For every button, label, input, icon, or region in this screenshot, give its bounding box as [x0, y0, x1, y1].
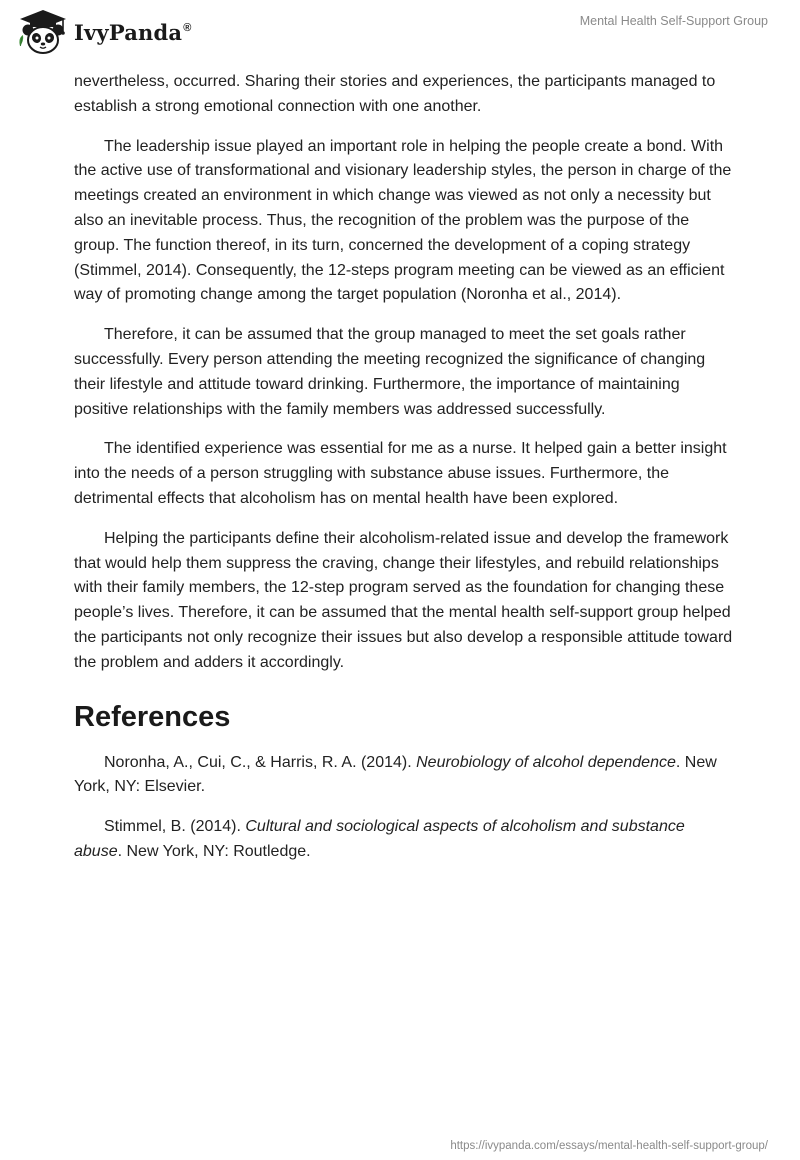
- body-paragraph: nevertheless, occurred. Sharing their stories and experiences, the participants managed to establish a strong emotional connection with one another.: [74, 73, 716, 115]
- reference-publisher: . New York, NY: Routledge.: [117, 842, 311, 860]
- source-url-link[interactable]: https://ivypanda.com/essays/mental-health-self-support-group/: [450, 1140, 768, 1152]
- page-header: [0, 0, 800, 72]
- body-paragraph: The leadership issue played an important role in helping the people create a bond. With the active use of transformational and visionary leadership styles, the person in charge of the meetings created an environment in which change was viewed as not only a necessity but also an inevitable process. Thus, the recognition of the problem was the purpose of the group. The function thereof, in its turn, concerned the development of a coping strategy (Stimmel, 2014). Consequently, the 12-steps program meeting can be viewed as an efficient way of promoting change among the target population (Noronha et al., 2014).: [74, 137, 732, 304]
- panda-graduate-icon: [16, 8, 70, 56]
- references-heading: References: [74, 700, 231, 733]
- reference-entry: [74, 751, 734, 801]
- reference-entry: [74, 815, 734, 865]
- essay-content: [74, 70, 734, 880]
- body-paragraph: Therefore, it can be assumed that the group managed to meet the set goals rather successfully. Every person attending the meeting recognized the significance of changing their lifestyle and attitude toward drinking. Furthermore, the importance of maintaining positive relationships with the family members was addressed successfully.: [74, 326, 706, 418]
- reference-title: Cultural and sociological aspects of alcoholism and substance abuse: [74, 818, 685, 860]
- body-paragraph: The identified experience was essential for me as a nurse. It helped gain a better insight into the needs of a person struggling with substance abuse issues. Furthermore, the detrimental effects that alcoholism has on mental health have been explored.: [74, 440, 727, 507]
- reference-authors: Stimmel, B. (2014).: [104, 818, 246, 836]
- body-paragraph: Helping the participants define their alcoholism-related issue and develop the framework that would help them suppress the craving, change their lifestyles, and rebuild relationships with their family members, the 12-step program served as the foundation for changing these people’s lives. Therefore, it can be assumed that the mental health self-support group helped the participants not only recognize their issues but also develop a responsible attitude toward the problem and adders it accordingly.: [74, 529, 733, 671]
- reference-title: Neurobiology of alcohol dependence: [416, 753, 676, 771]
- logo-wordmark: IvyPanda: [74, 19, 183, 45]
- reference-publisher: . New York, NY: Elsevier.: [74, 753, 717, 796]
- document-title: Mental Health Self-Support Group: [579, 14, 768, 28]
- reference-authors: Noronha, A., Cui, C., & Harris, R. A. (2014).: [104, 753, 417, 771]
- registered-mark: ®: [183, 21, 192, 34]
- ivypanda-logo[interactable]: [16, 8, 192, 56]
